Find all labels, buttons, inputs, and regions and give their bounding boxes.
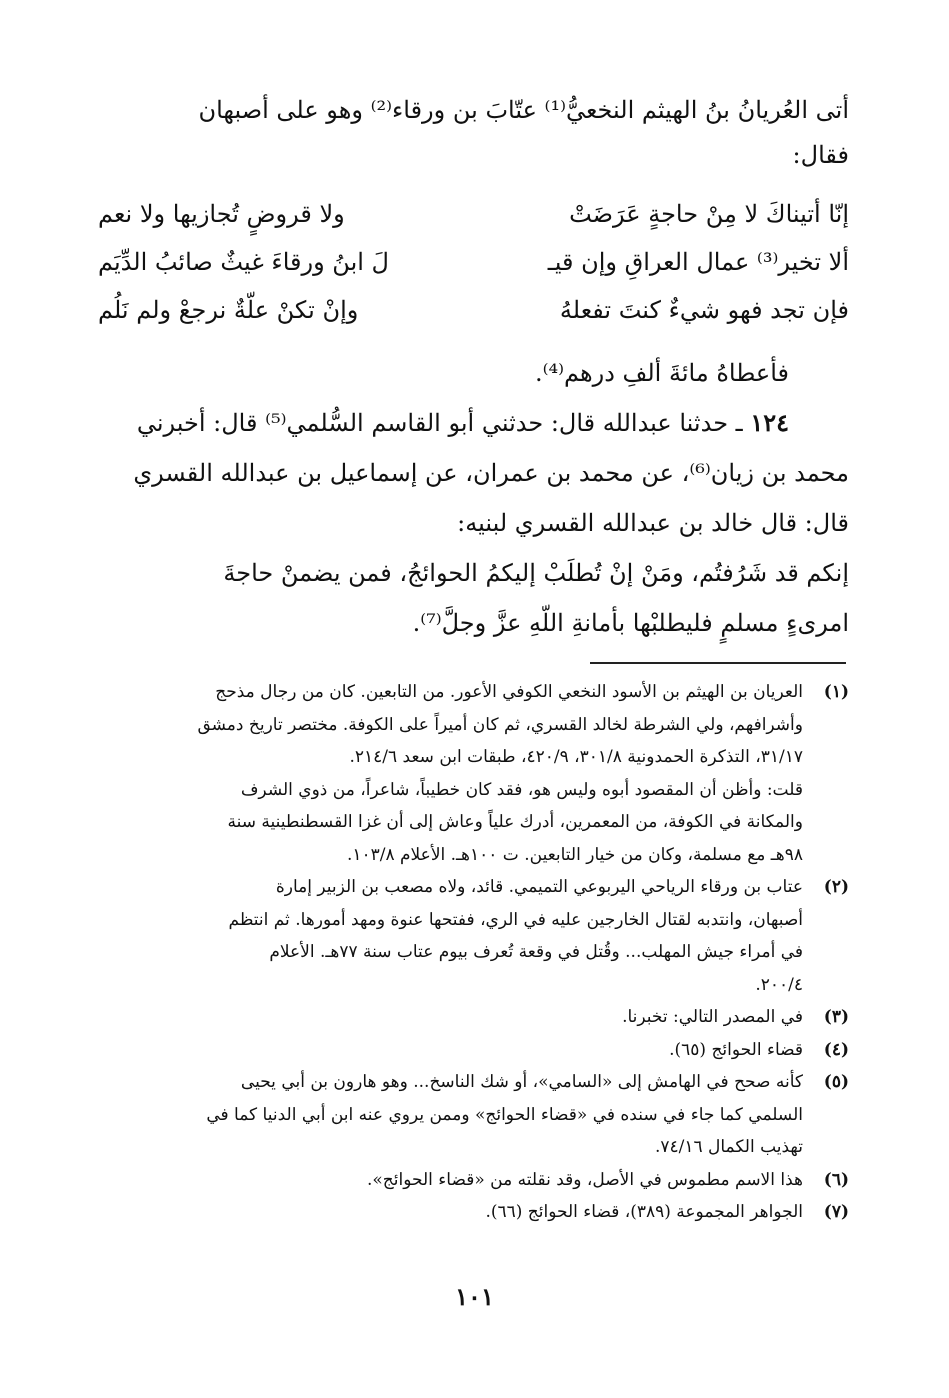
- saying-line-1: إنكم قد شَرُفتُم، ومَنْ إنْ تُطلَبْ إليكمُ الحوائجُ، فمن يضمنْ حاجةَ: [223, 559, 849, 587]
- footnote-line: في أمراء جيش المهلب... وقُتل في وقعة تُعرف بيوم عتاب سنة ٧٧هـ. الأعلام: [269, 942, 803, 962]
- poem-verses: [98, 190, 849, 334]
- narration-number: ١٢٤: [750, 408, 789, 437]
- narration-block: [98, 348, 849, 648]
- footnote-line: السلمي كما جاء في سنده في «قضاء الحوائج» وممن يروي عنه ابن أبي الدنيا كما في: [206, 1104, 803, 1125]
- footnote-number: (٢): [823, 877, 849, 897]
- footnote-number: (٧): [823, 1202, 849, 1222]
- verse-second-hemistich: وإنْ تكنْ علّةٌ نرجعْ ولم نَلُم: [98, 296, 359, 324]
- footnote-line: العريان بن الهيثم بن الأسود النخعي الكوفي الأعور. من التابعين. كان من رجال مذحج: [215, 682, 803, 702]
- footnotes: [98, 676, 849, 1229]
- page-number: ١٠١: [455, 1282, 494, 1311]
- saying-line-2: امرىءٍ مسلمٍ فليطلبْها بأمانةِ اللّهِ عزَّ وجلَّ⁽⁷⁾.: [412, 609, 849, 637]
- intro-paragraph: [98, 88, 849, 178]
- footnote-number: (٥): [823, 1072, 849, 1092]
- verse-first-hemistich: ألا تخير⁽³⁾ عمال العراقِ وإن قيـ: [547, 248, 849, 276]
- footnote-line: قلت: وأظن أن المقصود أبوه وليس هو، فقد كان خطيباً، شاعراً، من ذوي الشرف: [240, 779, 803, 800]
- footnote-line: كأنه صحح في الهامش إلى «السامي»، أو شك الناسخ... وهو هارون بن أبي يحيى: [240, 1072, 803, 1092]
- intro-line-1: أتى العُريانُ بنُ الهيثم النخعيُّ⁽¹⁾ عتّابَ بن ورقاء⁽²⁾ وهو على أصبهان: [198, 96, 849, 124]
- footnote-number: (١): [823, 682, 849, 702]
- footnote-line: هذا الاسم مطموس في الأصل، وقد نقلته من «قضاء الحوائج».: [367, 1169, 803, 1190]
- payout-line: فأعطاهُ مائةَ ألفِ درهم⁽⁴⁾.: [534, 359, 789, 387]
- narration-text: ـ حدثنا عبدالله قال: حدثني أبو القاسم السُّلمي⁽⁵⁾ قال: أخبرني: [136, 409, 743, 437]
- footnote-line: أصبهان، وانتدبه لقتال الخارجين عليه في الري، ففتحها عنوة ومهد أمورها. ثم انتظم: [228, 909, 803, 930]
- footnote-line: ٩٨هـ مع مسلمة، وكان من خيار التابعين. ت ١٠٠هـ. الأعلام ١٠٣/٨.: [346, 844, 803, 865]
- footnote-item: [98, 871, 849, 1001]
- verse-second-hemistich: ولا قروضٍ تُجازيها ولا نعم: [98, 200, 345, 228]
- footnote-line: وأشرافهم، ولي الشرطة لخالد القسري، ثم كان أميراً على الكوفة. مختصر تاريخ دمشق: [197, 714, 803, 735]
- verse-row: [98, 286, 849, 334]
- verse-second-hemistich: لَ ابنُ ورقاءَ غيثٌ صائبُ الدِّيَم: [98, 248, 389, 276]
- footnote-line: عتاب بن ورقاء الرياحي اليربوعي التميمي. قائد، ولاه مصعب بن الزبير إمارة: [275, 877, 803, 897]
- footnote-line: قضاء الحوائج (٦٥).: [669, 1039, 803, 1060]
- footnote-line: الجواهر المجموعة (٣٨٩)، قضاء الحوائج (٦٦).: [485, 1202, 803, 1222]
- intro-line-2: فقال:: [792, 141, 849, 169]
- verse-first-hemistich: فإن تجد فهو شيءٌ كنتَ تفعلهُ: [559, 296, 849, 324]
- footnote-line: تهذيب الكمال ٧٤/١٦.: [654, 1137, 803, 1157]
- footnote-number: (٦): [823, 1169, 849, 1190]
- footnote-line: والمكانة في الكوفة، من المعمرين، أدرك علياً وعاش إلى أن غزا القسطنطينية سنة: [227, 812, 803, 832]
- narration-line-3: قال: قال خالد بن عبدالله القسري لبنيه:: [457, 509, 849, 537]
- verse-first-hemistich: إنّا أتيناكَ لا مِنْ حاجةٍ عَرَضَتْ: [569, 200, 849, 228]
- footnote-item: [98, 1196, 849, 1229]
- footnote-line: ٢٠٠/٤.: [755, 974, 803, 995]
- narration-line-2: محمد بن زيان⁽⁶⁾، عن محمد بن عمران، عن إسماعيل بن عبدالله القسري: [133, 459, 849, 487]
- footnote-item: [98, 1164, 849, 1197]
- footnote-number: (٤): [823, 1039, 849, 1060]
- footnote-line: في المصدر التالي: تخبرنا.: [622, 1007, 803, 1027]
- verse-row: [98, 238, 849, 286]
- footnote-item: [98, 1001, 849, 1034]
- footnote-separator: [590, 662, 846, 664]
- footnote-item: [98, 1066, 849, 1164]
- footnote-line: ٣١/١٧، التذكرة الحمدونية ٣٠١/٨، ٤٢٠/٩، طبقات ابن سعد ٢١٤/٦.: [349, 747, 803, 767]
- footnote-item: [98, 1034, 849, 1067]
- footnote-item: [98, 676, 849, 871]
- narration-line-1: [98, 398, 849, 448]
- footnote-number: (٣): [823, 1007, 849, 1027]
- verse-row: [98, 190, 849, 238]
